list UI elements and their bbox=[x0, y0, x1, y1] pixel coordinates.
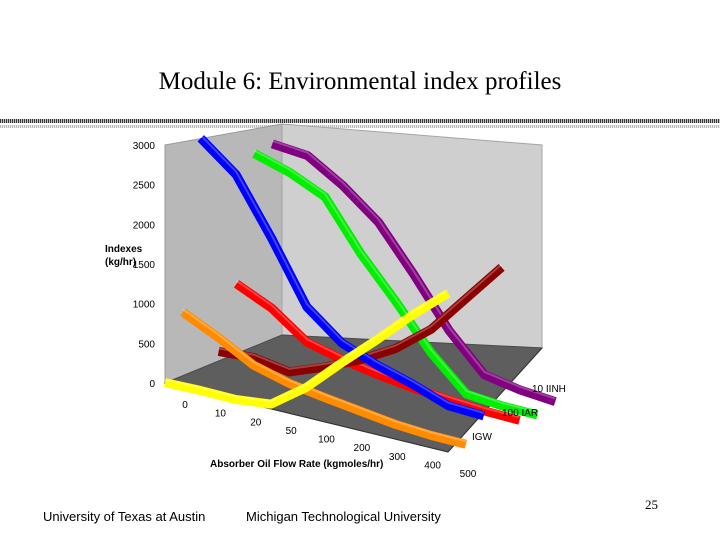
page-number: 25 bbox=[645, 497, 658, 512]
depth-label: IGW bbox=[472, 432, 492, 443]
depth-label: 100 IAR bbox=[502, 408, 539, 419]
y-tick-label: 1500 bbox=[132, 260, 155, 271]
y-axis-label: Indexes (kg/hr) bbox=[105, 244, 143, 268]
slide-title: Module 6: Environmental index profiles bbox=[158, 68, 562, 95]
x-tick-label: 500 bbox=[459, 469, 477, 480]
x-tick-label: 10 bbox=[214, 408, 226, 420]
depth-label: 10 IINH bbox=[532, 384, 566, 395]
y-tick-label: 3000 bbox=[132, 141, 155, 152]
x-axis-label: Absorber Oil Flow Rate (kgmoles/hr) bbox=[210, 459, 384, 470]
y-tick-label: 2500 bbox=[132, 180, 155, 192]
y-tick-label: 0 bbox=[149, 379, 155, 390]
x-tick-label: 400 bbox=[424, 460, 441, 472]
y-tick-label: 2000 bbox=[132, 220, 155, 232]
x-tick-label: 0 bbox=[182, 400, 188, 411]
x-tick-label: 200 bbox=[353, 443, 371, 455]
x-tick-label: 20 bbox=[250, 417, 262, 429]
x-tick-label: 300 bbox=[388, 451, 406, 463]
footer-university-left: University of Texas at Austin bbox=[43, 509, 206, 524]
x-tick-label: 100 bbox=[318, 434, 335, 446]
y-axis-ticks bbox=[133, 141, 156, 390]
x-tick-label: 50 bbox=[285, 425, 297, 437]
y-tick-label: 500 bbox=[138, 339, 155, 351]
footer-university-center: Michigan Technological University bbox=[246, 509, 441, 524]
y-tick-label: 1000 bbox=[132, 299, 155, 311]
